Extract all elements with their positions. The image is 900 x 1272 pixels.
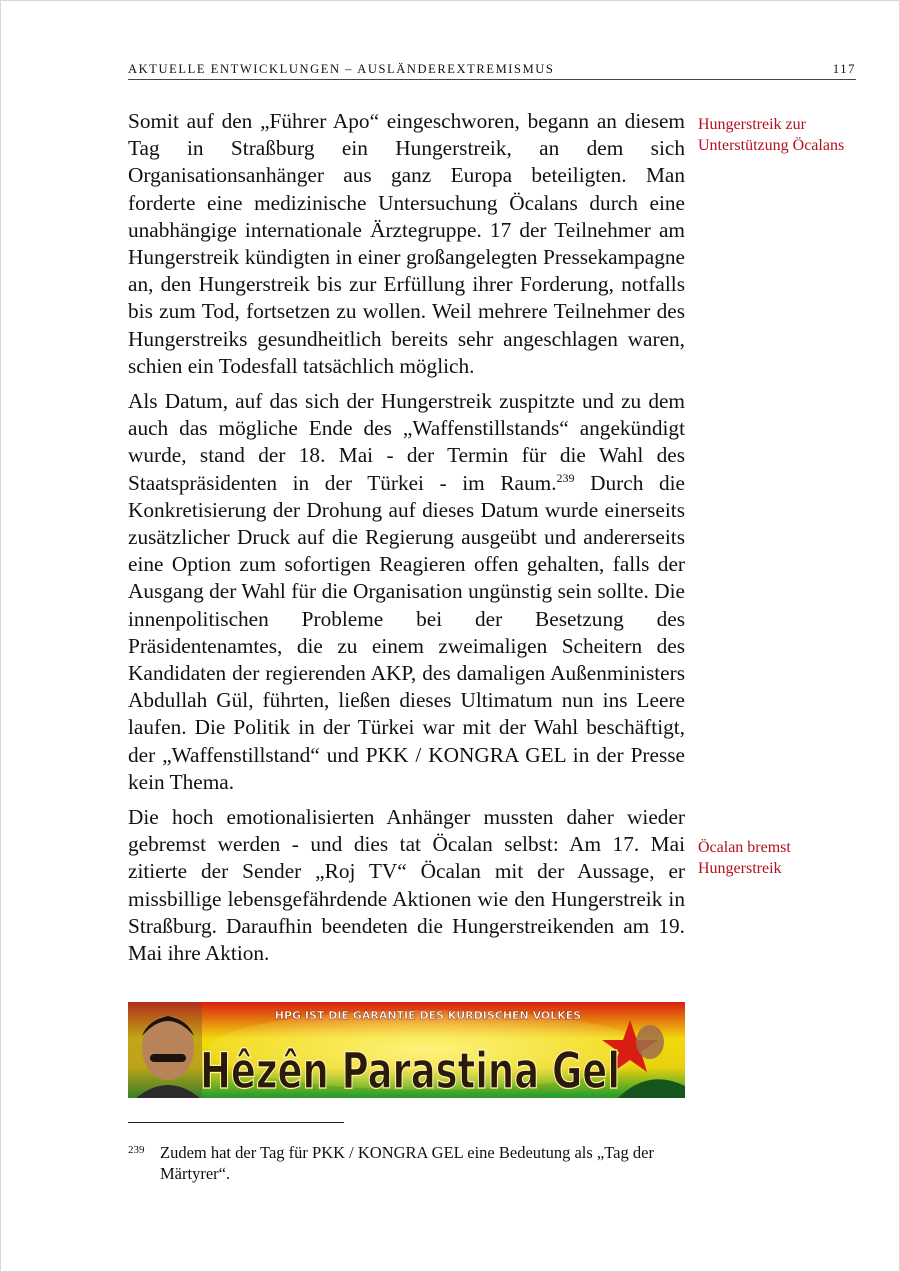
hpg-banner-image	[128, 1002, 685, 1098]
margin-note-oecalan-bremst: Öcalan bremst Hungerstreik	[698, 839, 791, 877]
footnote-reference[interactable]: 239	[556, 470, 575, 485]
margin-note-hungerstreik: Hungerstreik zur Unterstützung Öcalans	[698, 116, 845, 154]
main-text	[128, 108, 685, 975]
paragraph-3: Die hoch emotionalisierten Anhänger mussten daher wieder gebremst werden - und dies tat Öcalan selbst: Am 17. Mai zitierte der Sender „Roj TV“ Öcalan mit der Aussage, er missbillige lebensgefährdende Aktionen wie den Hungerstreik in Straßburg. Daraufhin beendeten die Hungerstreikenden am 19. Mai ihre Aktion.	[128, 805, 685, 966]
footnote-rule	[128, 1122, 344, 1123]
running-header	[128, 62, 856, 80]
paragraph-2-start: Als Datum, auf das sich der Hungerstreik zuspitzte und zu dem auch das mögliche Ende des „Waffenstillstands“ angekündigt wurde, stand der 18. Mai - der Termin für die Wahl des Staatspräsidenten in der Türkei - im Raum.	[128, 389, 685, 495]
banner-top-text: HPG IST DIE GARANTIE DES KURDISCHEN VOLKES	[274, 1009, 582, 1022]
paragraph-1: Somit auf den „Führer Apo“ eingeschworen, begann an diesem Tag in Straßburg ein Hungerstreik, an dem sich Organisationsanhänger aus ganz Europa beteiligten. Man forderte eine medizinische Untersuchung Öcalans durch eine unabhängige internationale Ärztegruppe. 17 der Teilnehmer am Hungerstreik kündigten in einer großangelegten Pressekampagne an, den Hungerstreik bis zur Erfüllung ihrer Forderung, notfalls bis zum Tod, fortsetzen zu wollen. Weil mehrere Teilnehmer des Hungerstreiks gesundheitlich bereits sehr angeschlagen waren, schien ein Todesfall tatsächlich möglich.	[128, 109, 685, 378]
page-number: 117	[832, 62, 856, 76]
footnote-text: Zudem hat der Tag für PKK / KONGRA GEL eine Bedeutung als „Tag der Märtyrer“.	[160, 1143, 654, 1183]
footnote-239	[128, 1142, 688, 1184]
running-title: AKTUELLE ENTWICKLUNGEN – AUSLÄNDEREXTREMISMUS	[128, 62, 555, 76]
paragraph-2	[128, 388, 685, 796]
portrait-left	[128, 1002, 202, 1098]
banner-main-text: Hêzên Parastina Gel	[200, 1042, 620, 1098]
footnote-number: 239	[128, 1144, 145, 1156]
paragraph-2-end: Durch die Konkretisierung der Drohung auf dieses Datum wurde einerseits zusätzlicher Druck auf die Regierung ausgeübt und andererseits eine Option zum sofortigen Reagieren offen gehalten, falls der Ausgang der Wahl für die Organisation ungünstig sein sollte. Die innenpolitischen Probleme bei der Besetzung des Präsidentenamtes, die zu einem zweimaligen Scheitern des Kandidaten der regierenden AKP, des damaligen Außenministers Abdullah Gül, führten, ließen dieses Ultimatum nun ins Leere laufen. Die Politik in der Türkei war mit der Wahl beschäftigt, der „Waffenstillstand“ und PKK / KONGRA GEL in der Presse kein Thema.	[128, 470, 685, 794]
